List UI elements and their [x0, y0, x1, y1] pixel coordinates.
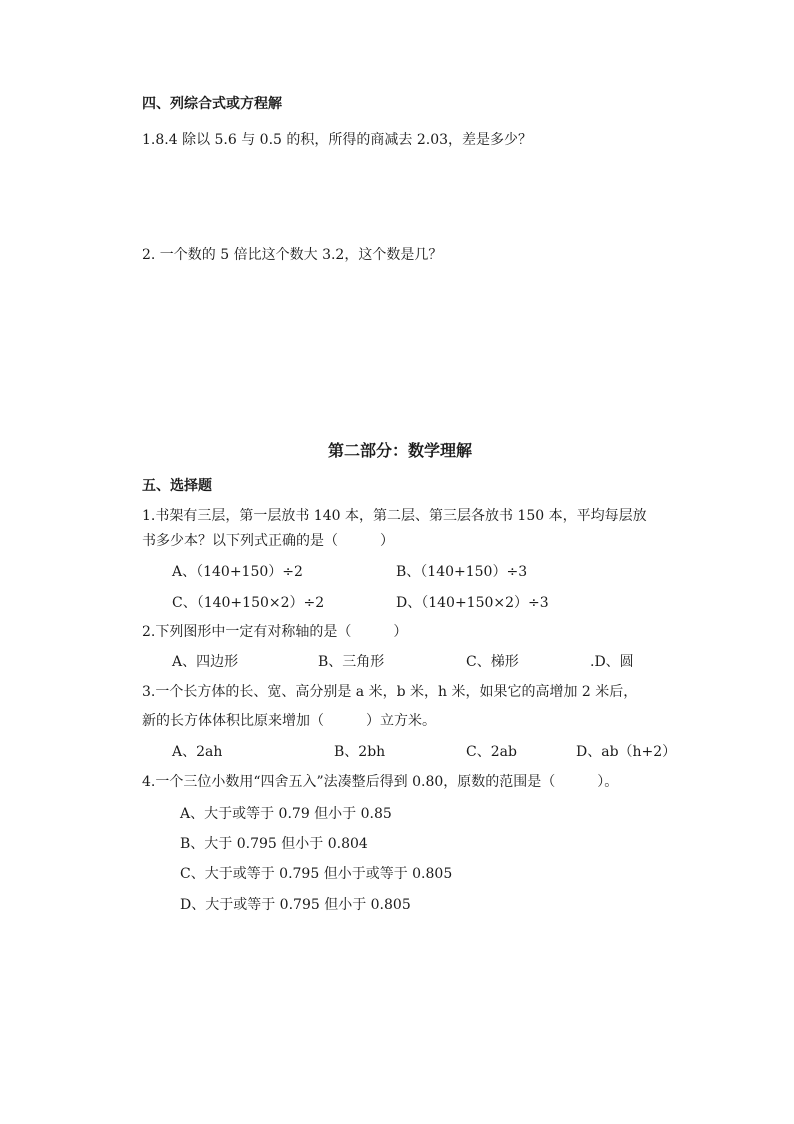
section4-question-1: 1.8.4 除以 5.6 与 0.5 的积，所得的商减去 2.03，差是多少？ [142, 132, 533, 148]
q4-option-a: A、大于或等于 0.79 但小于 0.85 [180, 806, 392, 822]
section4-heading: 四、列综合式或方程解 [142, 96, 282, 112]
q2-option-d: .D、圆 [590, 654, 634, 670]
q3-option-b: B、2bh [334, 744, 386, 760]
q4-option-c: C、大于或等于 0.795 但小于或等于 0.805 [180, 866, 453, 882]
q1-option-b: B、（140+150）÷3 [396, 564, 528, 580]
section4-question-2: 2. 一个数的 5 倍比这个数大 3.2，这个数是几？ [142, 247, 443, 263]
q2-text: 2.下列图形中一定有对称轴的是（ ） [142, 624, 408, 640]
q1-line1: 1.书架有三层，第一层放书 140 本，第二层、第三层各放书 150 本，平均每层放 [142, 508, 647, 524]
q4-option-d: D、大于或等于 0.795 但小于 0.805 [180, 897, 411, 913]
q4-option-b: B、大于 0.795 但小于 0.804 [180, 836, 368, 852]
q1-option-a: A、（140+150）÷2 [172, 564, 303, 580]
q3-line1: 3.一个长方体的长、宽、高分别是 a 米，b 米，h 米，如果它的高增加 2 米后， [142, 684, 638, 700]
q2-option-b: B、三角形 [318, 654, 385, 670]
q3-line2: 新的长方体体积比原来增加（ ）立方米。 [142, 713, 436, 729]
q3-option-c: C、2ab [466, 744, 517, 760]
q1-option-c: C、（140+150×2）÷2 [172, 595, 325, 611]
part2-title: 第二部分：数学理解 [328, 441, 473, 460]
q1-option-d: D、（140+150×2）÷3 [396, 595, 549, 611]
q2-option-c: C、梯形 [466, 654, 519, 670]
section5-heading: 五、选择题 [142, 478, 212, 494]
q1-line2: 书多少本？以下列式正确的是（ ） [142, 533, 394, 549]
q3-option-a: A、2ah [172, 744, 223, 760]
q2-option-a: A、四边形 [172, 654, 239, 670]
q4-text: 4.一个三位小数用“四舍五入”法凑整后得到 0.80，原数的范围是（ ）。 [142, 774, 619, 790]
q3-option-d: D、ab（h+2） [576, 744, 677, 760]
